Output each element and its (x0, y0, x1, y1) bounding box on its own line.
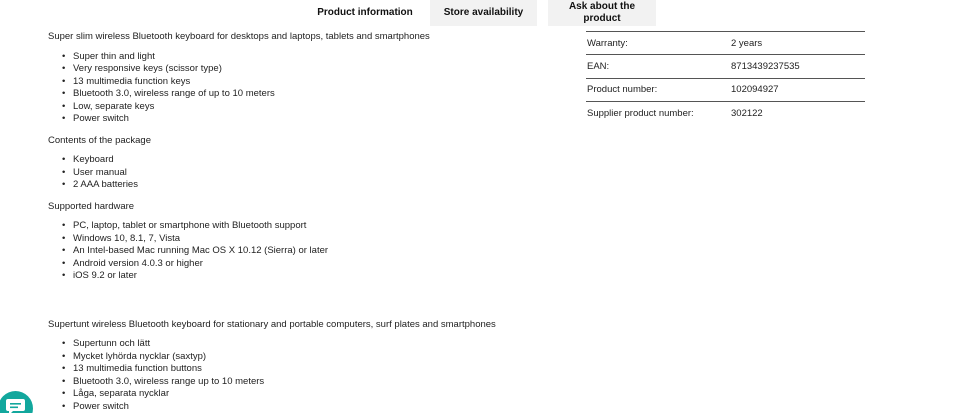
description-intro-en: Super slim wireless Bluetooth keyboard for desktops and laptops, tablets and smartphones (48, 31, 430, 42)
spec-value: 2 years (731, 37, 763, 49)
package-list (48, 154, 568, 192)
list-item: • Bluetooth 3.0, wireless range up to 10 meters (48, 376, 568, 389)
list-item: • 13 multimedia function buttons (48, 363, 568, 376)
chat-button[interactable] (0, 391, 33, 413)
list-item: • An Intel-based Mac running Mac OS X 10.12 (Sierra) or later (48, 245, 568, 258)
list-item: • User manual (48, 167, 568, 180)
spec-value: 102094927 (731, 84, 779, 96)
product-description (48, 31, 568, 413)
section-spacer (48, 292, 568, 319)
list-item: • Låga, separata nycklar (48, 388, 568, 401)
hardware-list (48, 220, 568, 283)
list-item: • Android version 4.0.3 or higher (48, 258, 568, 271)
list-item: • Super thin and light (48, 51, 568, 64)
spec-value: 8713439237535 (731, 60, 800, 72)
list-item: • PC, laptop, tablet or smartphone with Bluetooth support (48, 220, 568, 233)
spec-table (586, 31, 865, 125)
spec-row-product-number (586, 79, 865, 102)
tab-product-information[interactable]: Product information (310, 0, 420, 26)
tab-ask-about-product[interactable]: Ask about the product (548, 0, 656, 26)
list-item: • Mycket lyhörda nycklar (saxtyp) (48, 351, 568, 364)
spec-row-warranty (586, 32, 865, 55)
list-item: • Power switch (48, 401, 568, 413)
list-item: • Supertunn och lätt (48, 338, 568, 351)
hardware-heading: Supported hardware (48, 200, 135, 212)
spec-label: EAN: (587, 60, 610, 72)
list-item: • Bluetooth 3.0, wireless range of up to 10 meters (48, 88, 568, 101)
chat-icon (5, 398, 26, 413)
package-heading: Contents of the package (48, 134, 151, 146)
spec-label: Supplier product number: (587, 108, 694, 120)
list-item: • Windows 10, 8.1, 7, Vista (48, 233, 568, 246)
list-item: • Low, separate keys (48, 101, 568, 114)
features-list-sv (48, 338, 568, 413)
list-item: • Very responsive keys (scissor type) (48, 63, 568, 76)
spec-label: Product number: (587, 84, 658, 96)
list-item: • Power switch (48, 113, 568, 126)
list-item: • iOS 9.2 or later (48, 270, 568, 283)
description-intro-sv: Supertunt wireless Bluetooth keyboard for stationary and portable computers, surf plates and smartphones (48, 318, 496, 330)
tab-store-availability[interactable]: Store availability (430, 0, 537, 26)
list-item: • 13 multimedia function keys (48, 76, 568, 89)
spec-row-ean (586, 55, 865, 78)
list-item: • 2 AAA batteries (48, 179, 568, 192)
list-item: • Keyboard (48, 154, 568, 167)
spec-value: 302122 (731, 108, 763, 120)
spec-label: Warranty: (587, 37, 628, 49)
spec-row-supplier-number (586, 102, 865, 125)
features-list-en (48, 51, 568, 126)
